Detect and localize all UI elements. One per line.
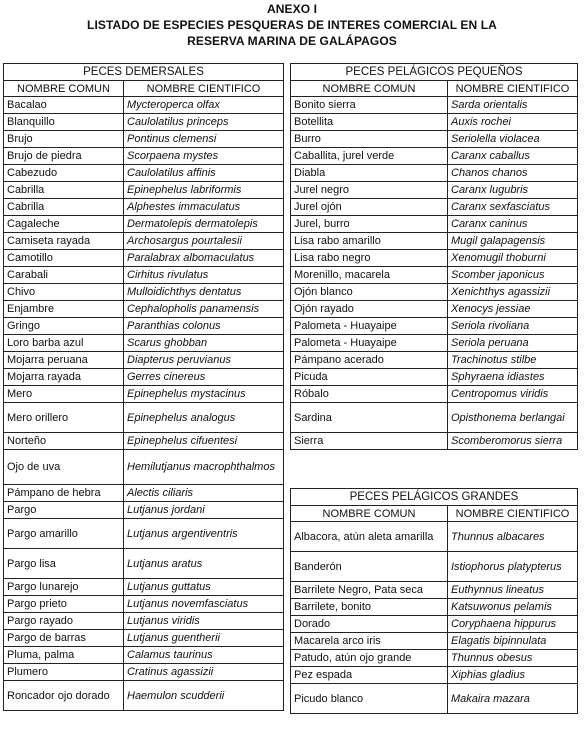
common-name-cell: Mojarra rayada xyxy=(4,369,124,386)
table-row xyxy=(4,216,284,233)
scientific-name-cell: Paranthias colonus xyxy=(124,318,284,335)
common-name-cell: Diabla xyxy=(291,165,448,182)
common-name-cell: Pargo rayado xyxy=(4,613,124,630)
scientific-name-cell: Mulloidichthys dentatus xyxy=(124,284,284,301)
common-name-cell: Chivo xyxy=(4,284,124,301)
scientific-name-cell: Caranx sexfasciatus xyxy=(448,199,578,216)
document-header xyxy=(0,1,584,49)
common-name-cell: Cabrilla xyxy=(4,199,124,216)
common-name-cell: Picuda xyxy=(291,369,448,386)
table-row xyxy=(4,301,284,318)
common-name-cell: Patudo, atún ojo grande xyxy=(291,650,448,667)
common-name-cell: Pargo prieto xyxy=(4,596,124,613)
table-row xyxy=(291,284,578,301)
scientific-name-cell: Alphestes immaculatus xyxy=(124,199,284,216)
common-name-cell: Ojón rayado xyxy=(291,301,448,318)
scientific-name-cell: Xenichthys agassizii xyxy=(448,284,578,301)
scientific-name-cell: Gerres cinereus xyxy=(124,369,284,386)
column-header-common-name: NOMBRE COMUN xyxy=(4,81,124,97)
table-row xyxy=(4,131,284,148)
scientific-name-cell: Scarus ghobban xyxy=(124,335,284,352)
scientific-name-cell: Dermatolepis dermatolepis xyxy=(124,216,284,233)
table-row xyxy=(291,267,578,284)
scientific-name-cell: Lutjanus novemfasciatus xyxy=(124,596,284,613)
common-name-cell: Pargo amarillo xyxy=(4,519,124,549)
common-name-cell: Bacalao xyxy=(4,97,124,114)
scientific-name-cell: Alectis ciliaris xyxy=(124,485,284,502)
table-row xyxy=(4,335,284,352)
table-row xyxy=(4,97,284,114)
common-name-cell: Dorado xyxy=(291,616,448,633)
scientific-name-cell: Xenomugil thoburni xyxy=(448,250,578,267)
table-row xyxy=(4,433,284,450)
scientific-name-cell: Caranx caninus xyxy=(448,216,578,233)
common-name-cell: Roncador ojo dorado xyxy=(4,681,124,711)
common-name-cell: Pez espada xyxy=(291,667,448,684)
scientific-name-cell: Katsuwonus pelamis xyxy=(448,599,578,616)
common-name-cell: Norteño xyxy=(4,433,124,450)
common-name-cell: Banderón xyxy=(291,552,448,582)
common-name-cell: Brujo xyxy=(4,131,124,148)
common-name-cell: Picudo blanco xyxy=(291,684,448,714)
table-row xyxy=(291,386,578,403)
scientific-name-cell: Caulolatilus princeps xyxy=(124,114,284,131)
document-title-line-2: RESERVA MARINA DE GALÁPAGOS xyxy=(187,34,397,48)
scientific-name-cell: Centropomus viridis xyxy=(448,386,578,403)
common-name-cell: Ojón blanco xyxy=(291,284,448,301)
table-row xyxy=(4,369,284,386)
scientific-name-cell: Epinephelus mystacinus xyxy=(124,386,284,403)
table-title: PECES PELÁGICOS PEQUEÑOS xyxy=(291,64,578,81)
demersal-fish-table xyxy=(3,63,284,711)
table-row xyxy=(291,684,578,714)
table-row xyxy=(4,250,284,267)
table-row xyxy=(291,599,578,616)
common-name-cell: Gringo xyxy=(4,318,124,335)
common-name-cell: Pargo lunarejo xyxy=(4,579,124,596)
scientific-name-cell: Euthynnus lineatus xyxy=(448,582,578,599)
scientific-name-cell: Cirhitus rivulatus xyxy=(124,267,284,284)
scientific-name-cell: Lutjanus guttatus xyxy=(124,579,284,596)
small-pelagic-fish-table xyxy=(290,63,578,450)
table-row xyxy=(4,403,284,433)
scientific-name-cell: Thunnus obesus xyxy=(448,650,578,667)
common-name-cell: Cagaleche xyxy=(4,216,124,233)
common-name-cell: Palometa - Huayaipe xyxy=(291,335,448,352)
scientific-name-cell: Scomberomorus sierra xyxy=(448,433,578,450)
common-name-cell: Loro barba azul xyxy=(4,335,124,352)
table-row xyxy=(291,182,578,199)
table-row xyxy=(291,552,578,582)
common-name-cell: Brujo de piedra xyxy=(4,148,124,165)
scientific-name-cell: Istiophorus platypterus xyxy=(448,552,578,582)
common-name-cell: Pámpano acerado xyxy=(291,352,448,369)
scientific-name-cell: Lutjanus viridis xyxy=(124,613,284,630)
scientific-name-cell: Calamus taurinus xyxy=(124,647,284,664)
common-name-cell: Mero orillero xyxy=(4,403,124,433)
table-row xyxy=(291,199,578,216)
table-row xyxy=(4,613,284,630)
scientific-name-cell: Archosargus pourtalesii xyxy=(124,233,284,250)
scientific-name-cell: Mycteroperca olfax xyxy=(124,97,284,114)
scientific-name-cell: Seriolella violacea xyxy=(448,131,578,148)
column-header-scientific-name: NOMBRE CIENTIFICO xyxy=(448,506,578,522)
scientific-name-cell: Sphyraena idiastes xyxy=(448,369,578,386)
common-name-cell: Pargo lisa xyxy=(4,549,124,579)
table-row xyxy=(291,233,578,250)
table-row xyxy=(291,131,578,148)
scientific-name-cell: Seriola rivoliana xyxy=(448,318,578,335)
table-row xyxy=(4,664,284,681)
table-row xyxy=(291,148,578,165)
scientific-name-cell: Cephalopholis panamensis xyxy=(124,301,284,318)
scientific-name-cell: Elagatis bipinnulata xyxy=(448,633,578,650)
table-row xyxy=(291,352,578,369)
scientific-name-cell: Coryphaena hippurus xyxy=(448,616,578,633)
table-row xyxy=(291,667,578,684)
table-row xyxy=(4,114,284,131)
table-row xyxy=(291,616,578,633)
table-row xyxy=(291,165,578,182)
scientific-name-cell: Lutjanus guentherii xyxy=(124,630,284,647)
table-row xyxy=(4,148,284,165)
common-name-cell: Pargo xyxy=(4,502,124,519)
scientific-name-cell: Scomber japonicus xyxy=(448,267,578,284)
table-row xyxy=(291,403,578,433)
table-row xyxy=(4,579,284,596)
scientific-name-cell: Mugil galapagensis xyxy=(448,233,578,250)
scientific-name-cell: Opisthonema berlangai xyxy=(448,403,578,433)
table-row xyxy=(4,681,284,711)
common-name-cell: Enjambre xyxy=(4,301,124,318)
table-row xyxy=(4,284,284,301)
table-row xyxy=(4,450,284,485)
common-name-cell: Lisa rabo amarillo xyxy=(291,233,448,250)
table-row xyxy=(291,301,578,318)
column-header-scientific-name: NOMBRE CIENTIFICO xyxy=(448,81,578,97)
table-row xyxy=(291,369,578,386)
table-row xyxy=(4,502,284,519)
scientific-name-cell: Sarda orientalis xyxy=(448,97,578,114)
table-row xyxy=(291,318,578,335)
scientific-name-cell: Chanos chanos xyxy=(448,165,578,182)
table-row xyxy=(4,386,284,403)
scientific-name-cell: Diapterus peruvianus xyxy=(124,352,284,369)
common-name-cell: Jurel, burro xyxy=(291,216,448,233)
scientific-name-cell: Xenocys jessiae xyxy=(448,301,578,318)
common-name-cell: Macarela arco iris xyxy=(291,633,448,650)
scientific-name-cell: Caranx lugubris xyxy=(448,182,578,199)
table-row xyxy=(291,114,578,131)
common-name-cell: Blanquillo xyxy=(4,114,124,131)
table-row xyxy=(4,318,284,335)
annex-title: ANEXO I xyxy=(266,2,318,16)
table-row xyxy=(4,519,284,549)
common-name-cell: Cabrilla xyxy=(4,182,124,199)
scientific-name-cell: Pontinus clemensi xyxy=(124,131,284,148)
table-row xyxy=(4,485,284,502)
table-row xyxy=(291,335,578,352)
column-header-common-name: NOMBRE COMUN xyxy=(291,81,448,97)
scientific-name-cell: Caulolatilus affinis xyxy=(124,165,284,182)
scientific-name-cell: Lutjanus jordani xyxy=(124,502,284,519)
table-row xyxy=(4,233,284,250)
table-row xyxy=(291,633,578,650)
table-row xyxy=(4,630,284,647)
table-title: PECES DEMERSALES xyxy=(4,64,284,81)
table-row xyxy=(4,267,284,284)
column-header-scientific-name: NOMBRE CIENTIFICO xyxy=(124,81,284,97)
common-name-cell: Morenillo, macarela xyxy=(291,267,448,284)
table-row xyxy=(4,165,284,182)
table-row xyxy=(4,596,284,613)
scientific-name-cell: Epinephelus labriformis xyxy=(124,182,284,199)
table-row xyxy=(291,582,578,599)
scientific-name-cell: Cratinus agassizii xyxy=(124,664,284,681)
scientific-name-cell: Seriola peruana xyxy=(448,335,578,352)
scientific-name-cell: Makaira mazara xyxy=(448,684,578,714)
common-name-cell: Plumero xyxy=(4,664,124,681)
table-row xyxy=(291,97,578,114)
common-name-cell: Burro xyxy=(291,131,448,148)
common-name-cell: Bonito sierra xyxy=(291,97,448,114)
common-name-cell: Mero xyxy=(4,386,124,403)
scientific-name-cell: Caranx caballus xyxy=(448,148,578,165)
scientific-name-cell: Thunnus albacares xyxy=(448,522,578,552)
scientific-name-cell: Lutjanus aratus xyxy=(124,549,284,579)
common-name-cell: Camiseta rayada xyxy=(4,233,124,250)
common-name-cell: Róbalo xyxy=(291,386,448,403)
common-name-cell: Carabali xyxy=(4,267,124,284)
scientific-name-cell: Auxis rochei xyxy=(448,114,578,131)
table-title: PECES PELÁGICOS GRANDES xyxy=(291,489,578,506)
table-row xyxy=(4,647,284,664)
table-row xyxy=(291,216,578,233)
scientific-name-cell: Lutjanus argentiventris xyxy=(124,519,284,549)
common-name-cell: Ojo de uva xyxy=(4,450,124,485)
common-name-cell: Pluma, palma xyxy=(4,647,124,664)
table-row xyxy=(4,352,284,369)
table-row xyxy=(4,199,284,216)
scientific-name-cell: Scorpaena mystes xyxy=(124,148,284,165)
common-name-cell: Barrilete Negro, Pata seca xyxy=(291,582,448,599)
scientific-name-cell: Paralabrax albomaculatus xyxy=(124,250,284,267)
table-row xyxy=(291,522,578,552)
table-row xyxy=(291,250,578,267)
large-pelagic-fish-table xyxy=(290,488,578,714)
scientific-name-cell: Haemulon scudderii xyxy=(124,681,284,711)
document-title-line-1: LISTADO DE ESPECIES PESQUERAS DE INTERES COMERCIAL EN LA xyxy=(87,18,497,32)
common-name-cell: Pargo de barras xyxy=(4,630,124,647)
common-name-cell: Caballita, jurel verde xyxy=(291,148,448,165)
common-name-cell: Mojarra peruana xyxy=(4,352,124,369)
common-name-cell: Sierra xyxy=(291,433,448,450)
common-name-cell: Sardina xyxy=(291,403,448,433)
common-name-cell: Lisa rabo negro xyxy=(291,250,448,267)
common-name-cell: Barrilete, bonito xyxy=(291,599,448,616)
table-row xyxy=(291,650,578,667)
common-name-cell: Cabezudo xyxy=(4,165,124,182)
common-name-cell: Pámpano de hebra xyxy=(4,485,124,502)
table-row xyxy=(4,182,284,199)
table-row xyxy=(291,433,578,450)
column-header-common-name: NOMBRE COMUN xyxy=(291,506,448,522)
scientific-name-cell: Trachinotus stilbe xyxy=(448,352,578,369)
scientific-name-cell: Hemilutjanus macrophthalmos xyxy=(124,450,284,485)
table-row xyxy=(4,549,284,579)
common-name-cell: Camotillo xyxy=(4,250,124,267)
common-name-cell: Albacora, atún aleta amarilla xyxy=(291,522,448,552)
scientific-name-cell: Epinephelus cifuentesi xyxy=(124,433,284,450)
scientific-name-cell: Xiphias gladius xyxy=(448,667,578,684)
common-name-cell: Botellita xyxy=(291,114,448,131)
common-name-cell: Jurel ojón xyxy=(291,199,448,216)
common-name-cell: Palometa - Huayaipe xyxy=(291,318,448,335)
common-name-cell: Jurel negro xyxy=(291,182,448,199)
scientific-name-cell: Epinephelus analogus xyxy=(124,403,284,433)
